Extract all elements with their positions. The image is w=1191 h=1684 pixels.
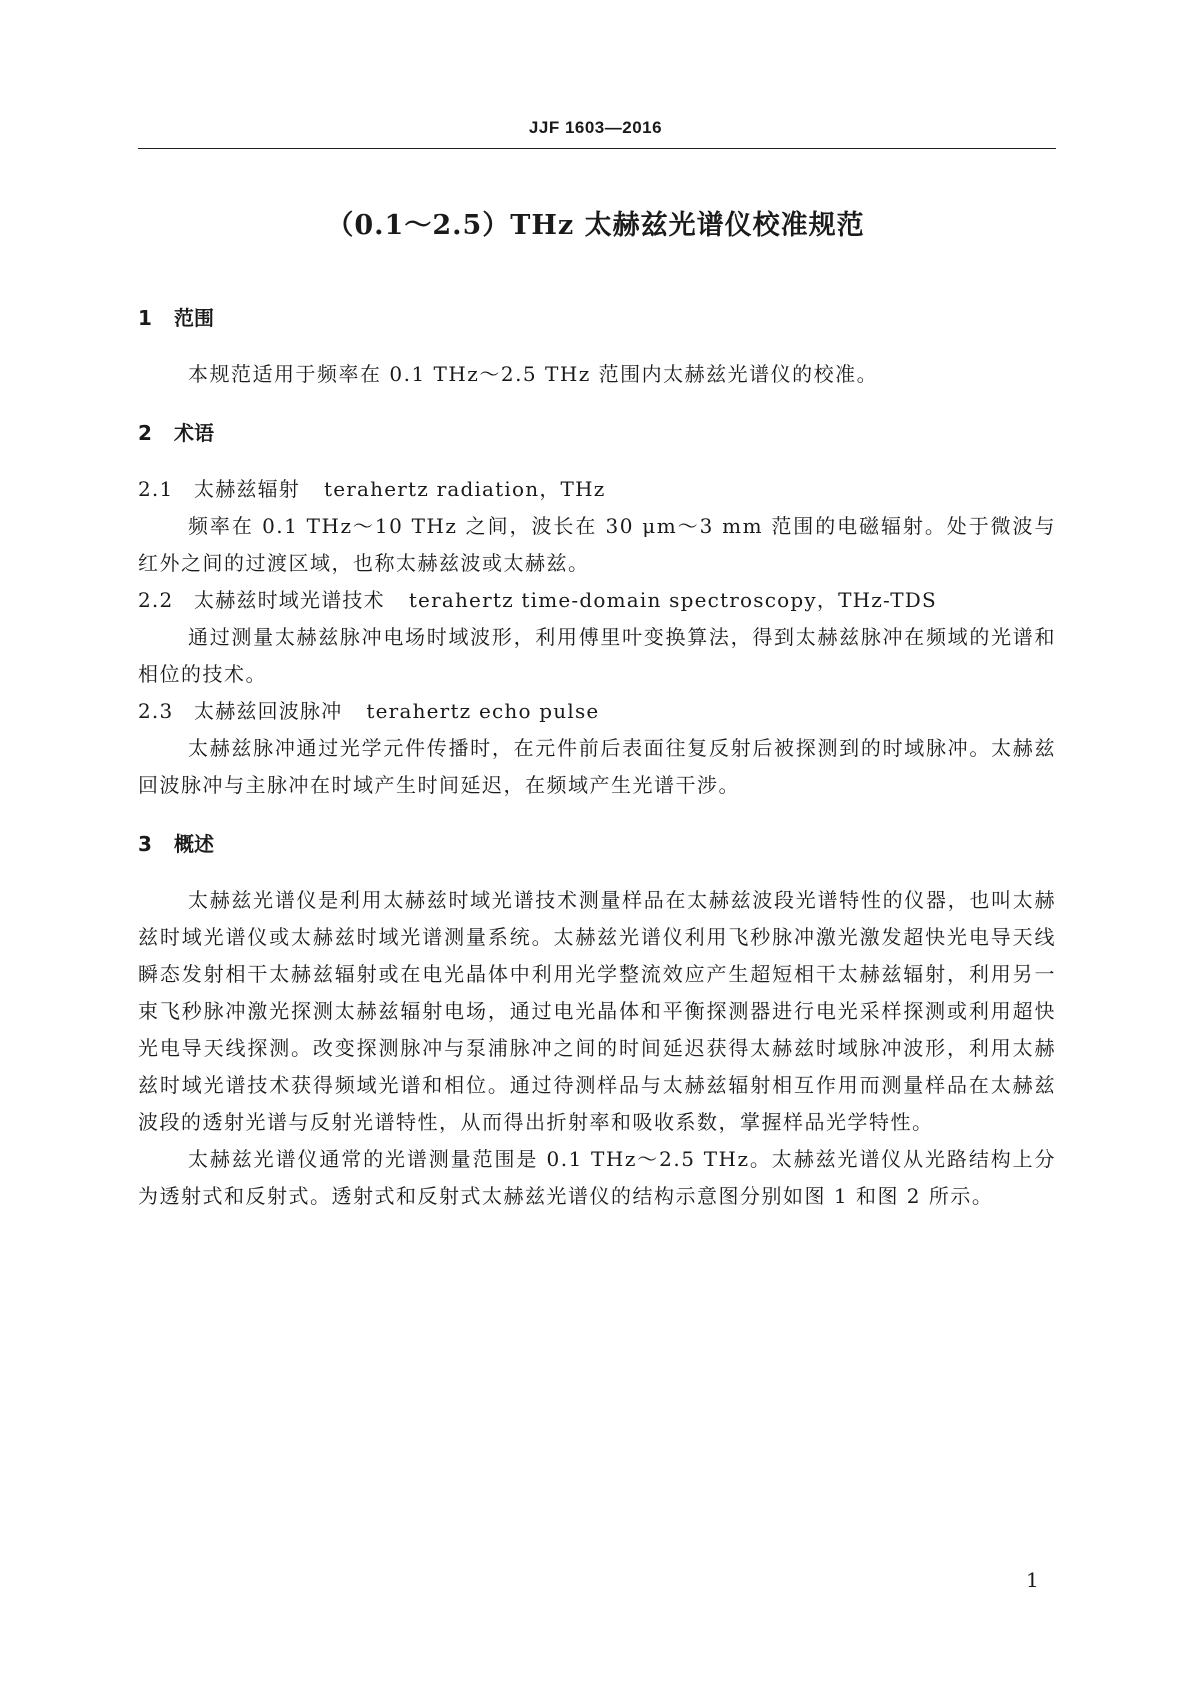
overview-paragraph-1: 太赫兹光谱仪是利用太赫兹时域光谱技术测量样品在太赫兹波段光谱特性的仪器，也叫太赫兹时域光谱仪或太赫兹时域光谱测量系统。太赫兹光谱仪利用飞秒脉冲激光激发超快光电导天线瞬态发射相干太赫兹辐射或在电光晶体中利用光学整流效应产生超短相干太赫兹辐射，利用另一束飞秒脉冲激光探测太赫兹辐射电场，通过电光晶体和平衡探测器进行电光采样探测或利用超快光电导天线探测。改变探测脉冲与泵浦脉冲之间的时间延迟获得太赫兹时域脉冲波形，利用太赫兹时域光谱技术获得频域光谱和相位。通过待测样品与太赫兹辐射相互作用而测量样品在太赫兹波段的透射光谱与反射光谱特性，从而得出折射率和吸收系数，掌握样品光学特性。 (138, 888, 1056, 1134)
term-chinese: 太赫兹回波脉冲 (194, 699, 343, 723)
section-number: 3 (138, 832, 152, 856)
section-title: 范围 (174, 306, 214, 330)
term-definition: 频率在 0.1 THz～10 THz 之间，波长在 30 μm～3 mm 范围的电磁辐射。处于微波与红外之间的过渡区域，也称太赫兹波或太赫兹。 (138, 514, 1056, 575)
term-entry-2-2 (138, 582, 1056, 619)
term-number: 2.2 (138, 588, 174, 612)
running-header: JJF 1603—2016 (528, 118, 663, 137)
section-number: 2 (138, 421, 152, 445)
section-heading-scope (138, 300, 1056, 336)
header-rule (138, 148, 1056, 149)
section-title: 概述 (174, 832, 214, 856)
term-english: terahertz echo pulse (366, 699, 600, 723)
term-english: terahertz radiation，THz (324, 477, 606, 501)
term-english: terahertz time-domain spectroscopy，THz-TDS (408, 588, 937, 612)
scope-paragraph: 本规范适用于频率在 0.1 THz～2.5 THz 范围内太赫兹光谱仪的校准。 (188, 362, 879, 386)
term-number: 2.1 (138, 477, 174, 501)
term-entry-2-3 (138, 693, 1056, 730)
term-entry-2-1 (138, 471, 1056, 508)
section-title: 术语 (174, 421, 214, 445)
main-content (138, 300, 1056, 1215)
document-title: （0.1～2.5）THz 太赫兹光谱仪校准规范 (326, 210, 865, 241)
term-definition: 太赫兹脉冲通过光学元件传播时，在元件前后表面往复反射后被探测到的时域脉冲。太赫兹回波脉冲与主脉冲在时域产生时间延迟，在频域产生光谱干涉。 (138, 736, 1056, 797)
term-chinese: 太赫兹辐射 (194, 477, 300, 501)
section-heading-overview (138, 826, 1056, 862)
overview-paragraph-2: 太赫兹光谱仪通常的光谱测量范围是 0.1 THz～2.5 THz。太赫兹光谱仪从光路结构上分为透射式和反射式。透射式和反射式太赫兹光谱仪的结构示意图分别如图 1 和图 2 所示。 (138, 1147, 1056, 1208)
term-number: 2.3 (138, 699, 174, 723)
section-number: 1 (138, 306, 152, 330)
page-number: 1 (1026, 1568, 1039, 1592)
section-heading-terms (138, 415, 1056, 451)
term-chinese: 太赫兹时域光谱技术 (194, 588, 385, 612)
term-definition: 通过测量太赫兹脉冲电场时域波形，利用傅里叶变换算法，得到太赫兹脉冲在频域的光谱和相位的技术。 (138, 625, 1056, 686)
